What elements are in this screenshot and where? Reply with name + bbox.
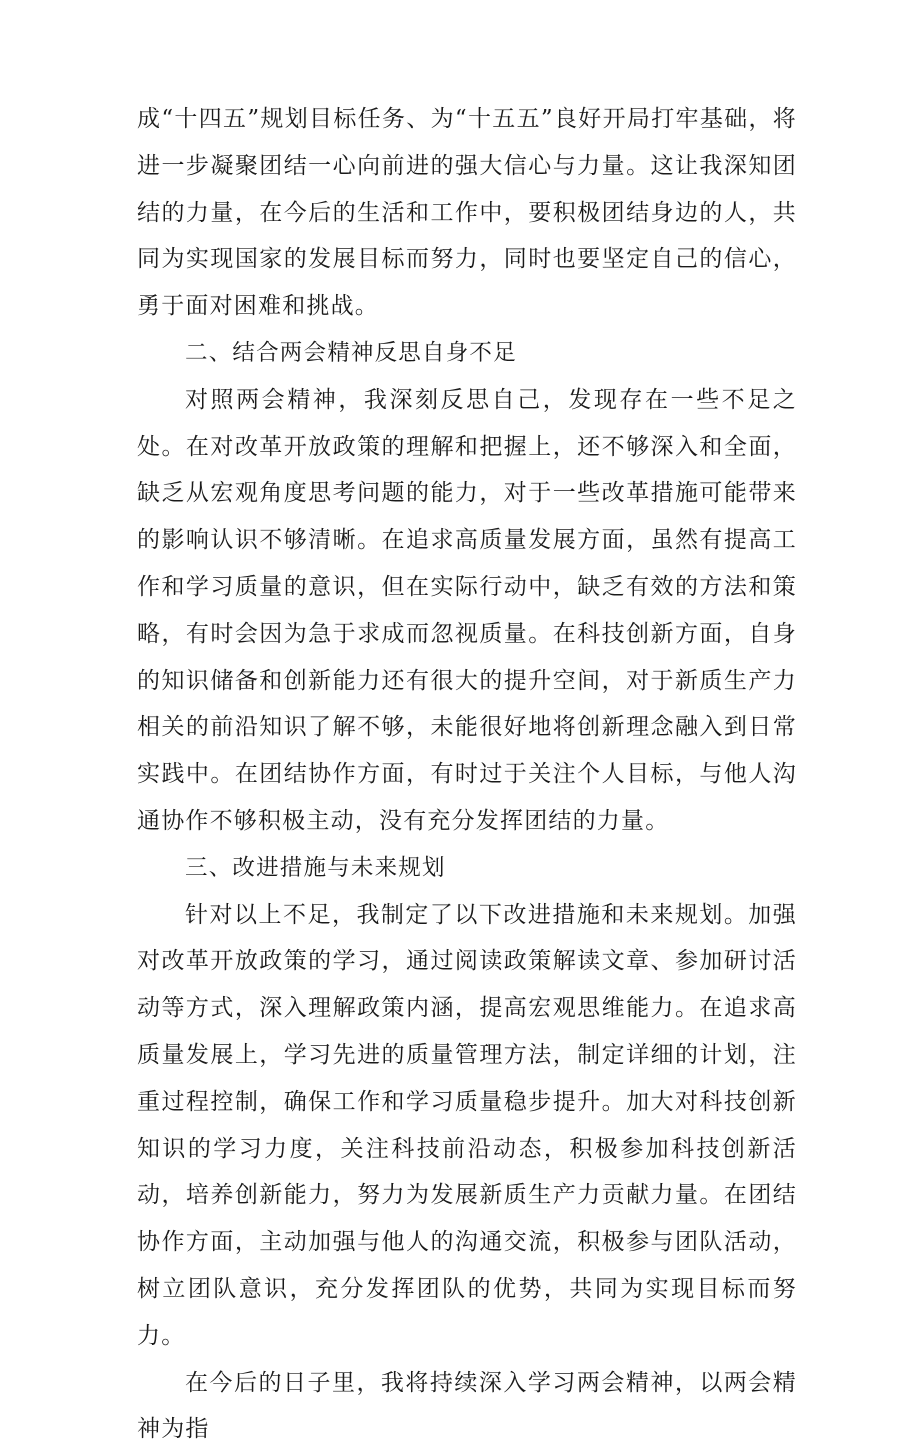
document-body <box>137 96 797 1453</box>
paragraph-reflection: 对照两会精神，我深刻反思自己，发现存在一些不足之处。在对改革开放政策的理解和把握上，还不够深入和全面，缺乏从宏观角度思考问题的能力，对于一些改革措施可能带来的影响认识不够清晰。在追求高质量发展方面，虽然有提高工作和学习质量的意识，但在实际行动中，缺乏有效的方法和策略，有时会因为急于求成而忽视质量。在科技创新方面，自身的知识储备和创新能力还有很大的提升空间，对于新质生产力相关的前沿知识了解不够，未能很好地将创新理念融入到日常实践中。在团结协作方面，有时过于关注个人目标，与他人沟通协作不够积极主动，没有充分发挥团结的力量。 <box>137 386 797 834</box>
section-heading-3: 三、改进措施与未来规划 <box>185 854 446 881</box>
paragraph-improvement: 针对以上不足，我制定了以下改进措施和未来规划。加强对改革开放政策的学习，通过阅读政策解读文章、参加研讨活动等方式，深入理解政策内涵，提高宏观思维能力。在追求高质量发展上，学习先进的质量管理方法，制定详细的计划，注重过程控制，确保工作和学习质量稳步提升。加大对科技创新知识的学习力度，关注科技前沿动态，积极参加科技创新活动，培养创新能力，努力为发展新质生产力贡献力量。在团结协作方面，主动加强与他人的沟通交流，积极参与团队活动，树立团队意识，充分发挥团队的优势，共同为实现目标而努力。 <box>137 901 797 1349</box>
section-heading-2: 二、结合两会精神反思自身不足 <box>185 339 517 366</box>
paragraph-closing: 在今后的日子里，我将持续深入学习两会精神，以两会精神为指 <box>137 1369 797 1443</box>
paragraph-continuation: 成“十四五”规划目标任务、为“十五五”良好开局打牢基础，将进一步凝聚团结一心向前进的强大信心与力量。这让我深知团结的力量，在今后的生活和工作中，要积极团结身边的人，共同为实现国家的发展目标而努力，同时也要坚定自己的信心，勇于面对困难和挑战。 <box>137 106 797 320</box>
